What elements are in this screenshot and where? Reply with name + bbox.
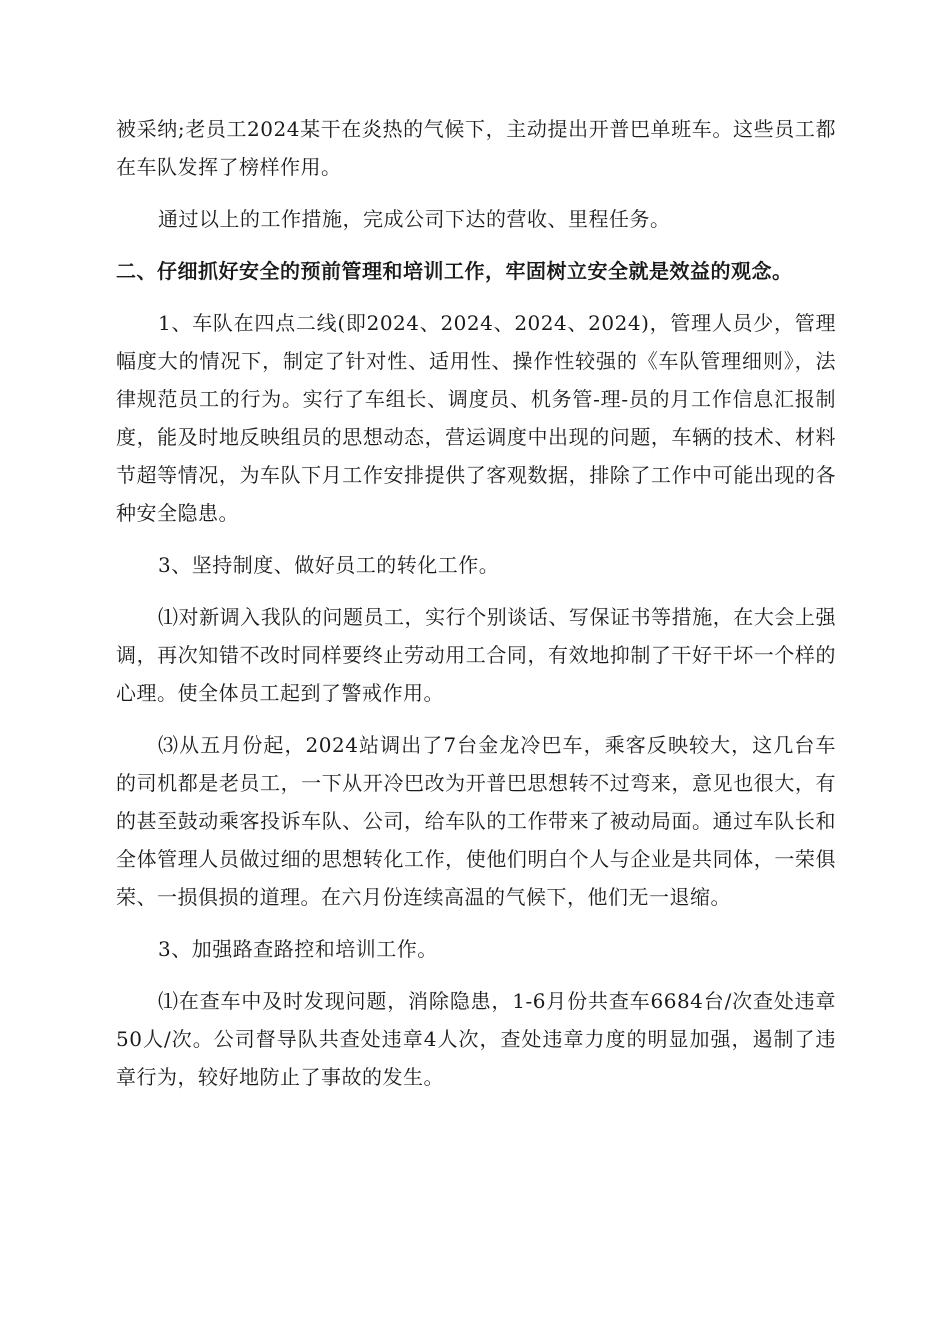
paragraph-summary: 通过以上的工作措施，完成公司下达的营收、里程任务。: [158, 207, 671, 231]
paragraph-subitem-3: ⑶从五月份起，2024站调出了7台金龙冷巴车，乘客反映较大，这几台车的司机都是老员工，一下从开冷巴改为开普巴思想转不过弯来，意见也很大，有的甚至鼓动乘客投诉车队、公司，给车队的工作带来了被动局面。通过车队长和全体管理人员做过细的思想转化工作，使他们明白个人与企业是共同体，一荣俱荣、一损俱损的道理。在六月份连续高温的气候下，他们无一退缩。: [116, 733, 836, 909]
document-page: [116, 110, 836, 1110]
paragraph-subitem-inspection: ⑴在查车中及时发现问题，消除隐患，1-6月份共查车6684台/次查处违章50人/次。公司督导队共查处违章4人次，查处违章力度的明显加强，遏制了违章行为，较好地防止了事故的发生。: [116, 989, 836, 1089]
paragraph-item-3b-heading: 3、加强路查路控和培训工作。: [158, 937, 438, 961]
paragraph-item-3-heading: 3、坚持制度、做好员工的转化工作。: [158, 553, 500, 577]
paragraph-item-1: 1、车队在四点二线(即2024、2024、2024、2024)，管理人员少，管理幅度大的情况下，制定了针对性、适用性、操作性较强的《车队管理细则》，法律规范员工的行为。实行了车组长、调度员、机务管-理-员的月工作信息汇报制度，能及时地反映组员的思想动态，营运调度中出现的问题，车辆的技术、材料节超等情况，为车队下月工作安排提供了客观数据，排除了工作中可能出现的各种安全隐患。: [116, 311, 836, 525]
paragraph-continuation: 被采纳;老员工2024某干在炎热的气候下，主动提出开普巴单班车。这些员工都在车队发挥了榜样作用。: [116, 117, 836, 179]
paragraph-subitem-1: ⑴对新调入我队的问题员工，实行个别谈话、写保证书等措施，在大会上强调，再次知错不改时同样要终止劳动用工合同，有效地抑制了干好干坏一个样的心理。使全体员工起到了警戒作用。: [116, 605, 836, 705]
section-heading: 二、仔细抓好安全的预前管理和培训工作，牢固树立安全就是效益的观念。: [116, 259, 793, 283]
